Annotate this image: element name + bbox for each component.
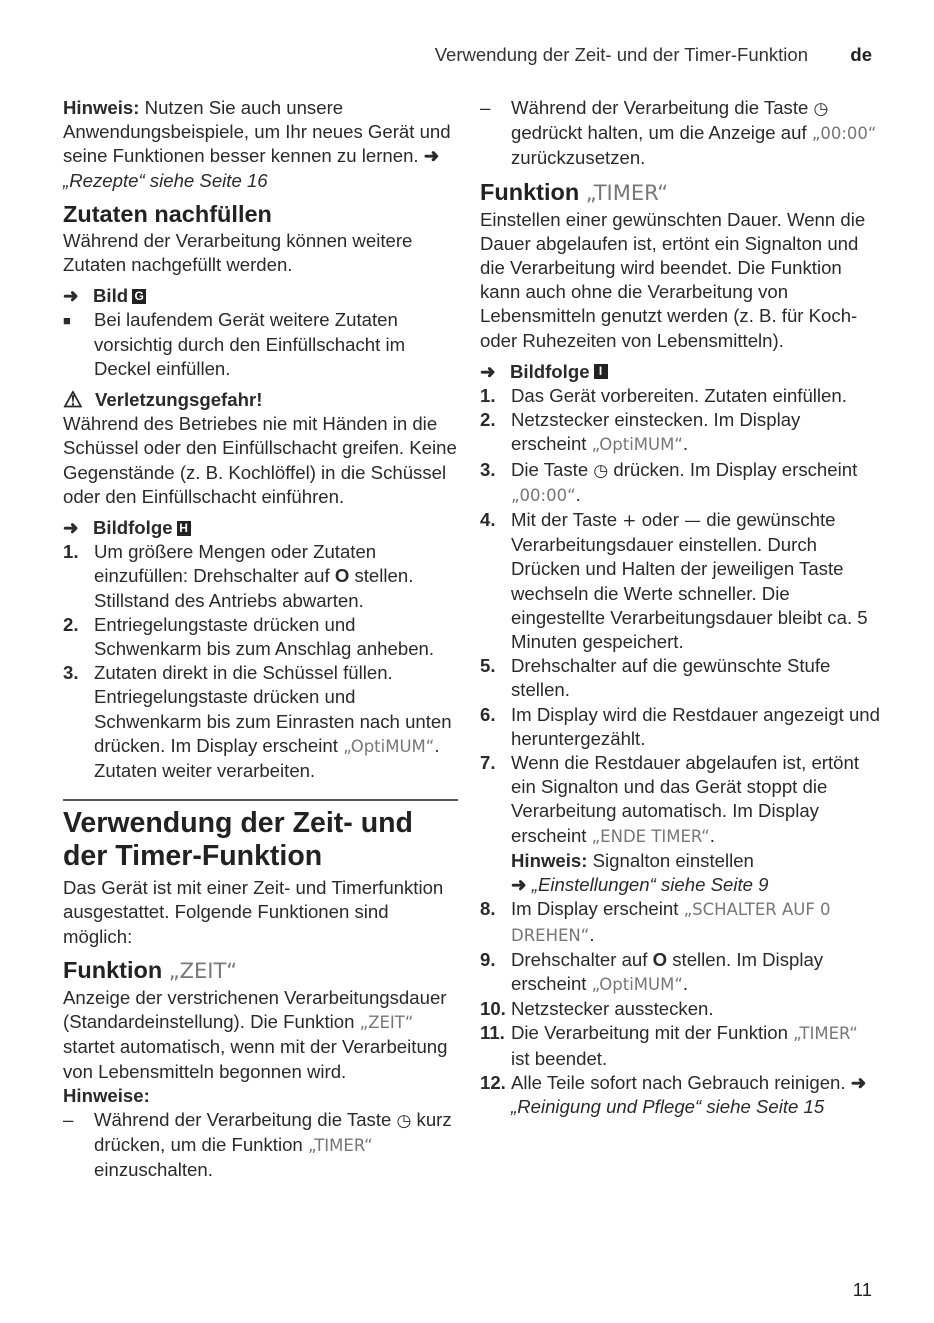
note-text <box>511 96 880 171</box>
step-text <box>511 408 880 457</box>
cleaning-link[interactable]: „Reinigung und Pflege“ siehe Seite 15 <box>511 1095 825 1117</box>
section-title: Verwendung der Zeit- und der Timer-Funktion <box>63 807 413 873</box>
note-text-part: zurückzusetzen. <box>511 147 646 169</box>
step-text-part: Drehschalter auf <box>511 948 648 970</box>
display-text: „ENDE TIMER“ <box>591 826 710 846</box>
list-item <box>480 384 880 408</box>
dash-bullet: – <box>480 97 491 118</box>
display-text: „ZEIT“ <box>359 1013 414 1033</box>
list-item <box>480 897 880 947</box>
sequence-label: Bildfolge <box>510 360 590 382</box>
note-text-part: gedrückt halten, um die Anzeige auf <box>511 122 807 144</box>
page-header <box>0 44 934 68</box>
step-text-part: . <box>575 483 581 505</box>
warning-icon: ⚠ <box>63 387 83 413</box>
timer-icon: ◷ <box>396 1110 412 1131</box>
step-text-part: Netzstecker einstecken. Im Display erscheint <box>511 409 801 455</box>
figure-letter-badge: I <box>594 364 608 379</box>
list-item <box>480 703 880 751</box>
figure-letter-badge: G <box>132 289 146 304</box>
note-text-part: kurz drücken, um die Funktion <box>94 1108 452 1156</box>
timer-text: Einstellen einer gewünschten Dauer. Wenn die Dauer abgelaufen ist, ertönt ein Signalton und die Verarbeitung wird beendet. Die Funktion kann auch ohne die Verarbeitung von Lebensmitteln genutzt werden (z. B. für Koch- oder Ruhezeiten von Lebensmitteln). <box>480 208 866 351</box>
step-text-part: oder <box>641 509 679 531</box>
list-item <box>480 96 880 171</box>
timer-icon: ◷ <box>593 460 609 481</box>
step-number: 1. <box>63 541 79 563</box>
step-text-part: . Zutaten weiter verarbeiten. <box>94 734 440 782</box>
hint-paragraph <box>63 96 458 193</box>
arrow-icon: ➜ <box>423 145 440 167</box>
note-text <box>94 1108 458 1183</box>
step-number: 8. <box>480 898 496 920</box>
display-text: „00:00“ <box>511 485 576 505</box>
note-text-part: Während der Verarbeitung die Taste <box>511 97 809 118</box>
step-number: 9. <box>480 948 496 970</box>
left-column <box>63 96 458 1183</box>
recipes-link[interactable]: „Rezepte“ siehe Seite 16 <box>63 169 268 191</box>
dial-zero-symbol: O <box>334 565 350 587</box>
note-text-part: Während der Verarbeitung die Taste <box>94 1108 392 1130</box>
arrow-icon: ➜ <box>63 517 79 539</box>
display-text: „TIMER“ <box>307 1136 373 1156</box>
warning-heading <box>63 388 458 412</box>
list-item <box>63 1108 458 1183</box>
step-number: 5. <box>480 655 496 677</box>
step-text: Entriegelungstaste drücken und Schwenkarm bis zum Anschlag anheben. <box>94 613 435 660</box>
timer-icon: ◷ <box>813 99 829 119</box>
step-text-part: . <box>682 433 689 455</box>
zeit-heading-display: „ZEIT“ <box>168 958 238 983</box>
display-text: „OptiMUM“ <box>343 736 435 756</box>
step-text <box>94 661 458 783</box>
list-item <box>480 997 880 1021</box>
step-number: 6. <box>480 703 496 725</box>
header-title: Verwendung der Zeit- und der Timer-Funktion <box>434 44 808 65</box>
list-item <box>480 1021 880 1070</box>
square-bullet-icon: ■ <box>63 313 71 329</box>
step-text <box>511 897 880 947</box>
step-number: 7. <box>480 752 496 774</box>
step-text-part: stellen. Im Display erscheint <box>511 948 824 994</box>
hint-label: Hinweis: <box>511 849 588 871</box>
sequence-ref <box>63 516 458 540</box>
list-item <box>480 751 880 897</box>
display-text: „OptiMUM“ <box>591 435 683 455</box>
step-text <box>511 751 880 897</box>
list-item <box>480 654 880 702</box>
step-text: Drehschalter auf die gewünschte Stufe stellen. <box>511 655 831 701</box>
step-number: 12. <box>480 1071 506 1093</box>
step-text-part: Alle Teile sofort nach Gebrauch reinigen. <box>511 1071 846 1093</box>
warning-title: Verletzungsgefahr! <box>95 389 263 411</box>
refill-heading: Zutaten nachfüllen <box>63 200 272 227</box>
step-text-part: Die Verarbeitung mit der Funktion <box>511 1022 788 1044</box>
arrow-icon: ➜ <box>511 874 527 896</box>
page-number: 11 <box>852 1279 872 1300</box>
hint-text: Nutzen Sie auch unsere Anwendungsbeispiele, um Ihr neues Gerät und seine Funktionen besser kennen zu lernen. <box>63 97 451 167</box>
step-text <box>511 458 880 508</box>
minus-icon: — <box>684 511 702 532</box>
step-number: 10. <box>480 998 506 1020</box>
step-text <box>511 508 880 654</box>
plus-icon: + <box>622 511 637 532</box>
step-number: 2. <box>63 613 79 635</box>
zeit-text-part: startet automatisch, wenn mit der Verarbeitung von Lebensmitteln begonnen wird. <box>63 1036 448 1082</box>
zeit-heading-label: Funktion <box>63 956 163 983</box>
right-column <box>480 96 880 1119</box>
arrow-icon: ➜ <box>850 1071 867 1093</box>
timer-heading-label: Funktion <box>480 178 580 205</box>
arrow-icon: ➜ <box>480 360 496 382</box>
list-item <box>63 661 458 783</box>
figure-label: Bild <box>93 285 129 307</box>
figure-ref <box>63 284 458 308</box>
hint-text: Signalton einstellen <box>592 849 754 871</box>
step-text-part: drücken. Im Display erscheint <box>613 458 858 480</box>
step-number: 11. <box>480 1022 505 1044</box>
step-number: 3. <box>480 458 496 480</box>
settings-link[interactable]: „Einstellungen“ siehe Seite 9 <box>531 874 769 896</box>
timer-heading-display: „TIMER“ <box>585 180 669 205</box>
step-text: Das Gerät vorbereiten. Zutaten einfüllen. <box>511 385 847 407</box>
step-text-part: . <box>589 923 595 945</box>
step-number: 4. <box>480 509 496 531</box>
dash-bullet: – <box>63 1108 74 1130</box>
step-text-part: . <box>709 824 715 846</box>
list-item <box>480 508 880 654</box>
step-text <box>511 948 880 997</box>
zeit-heading <box>63 956 458 985</box>
step-text-part: . <box>682 972 689 994</box>
figure-letter-badge: H <box>177 521 191 536</box>
step-number: 1. <box>480 385 496 407</box>
step-text-part: stellen. Stillstand des Antriebs abwarten. <box>94 565 414 611</box>
language-code: de <box>850 44 872 65</box>
step-text: Im Display wird die Restdauer angezeigt und heruntergezählt. <box>511 703 880 749</box>
step-number: 3. <box>63 662 79 684</box>
sequence-ref <box>480 360 880 384</box>
step-text <box>511 1071 880 1119</box>
timer-heading <box>480 178 880 207</box>
step-text-part: Wenn die Restdauer abgelaufen ist, ertönt ein Signalton und das Gerät stoppt die Verarbeitung automatisch. Im Display erscheint <box>511 752 859 846</box>
list-item <box>63 308 458 381</box>
sequence-label: Bildfolge <box>93 517 173 539</box>
display-text: „TIMER“ <box>793 1024 858 1044</box>
step-text-part: Im Display erscheint <box>511 898 679 920</box>
note-text-part: einzuschalten. <box>94 1159 213 1181</box>
list-item <box>480 458 880 508</box>
notes-label: Hinweise: <box>63 1084 150 1106</box>
step-text <box>94 540 458 613</box>
step-text-part: die gewünschte Verarbeitungsdauer einstellen. Durch Drücken und Halten der jeweiligen Taste wechseln die Werte schneller. Die eingestellte Verarbeitungsdauer bleibt ca. 5 Minuten gespeichert. <box>511 509 868 653</box>
step-number: 2. <box>480 409 496 431</box>
bullet-text: Bei laufendem Gerät weitere Zutaten vorsichtig durch den Einfüllschacht im Deckel einfüllen. <box>94 309 406 379</box>
warning-text: Während des Betriebes nie mit Händen in die Schüssel oder den Einfüllschacht greifen. Keine Gegenstände (z. B. Kochlöffel) in die Schüssel oder den Einfüllschacht einführen. <box>63 413 457 507</box>
display-text: „00:00“ <box>811 124 877 144</box>
step-text-part: Zutaten direkt in die Schüssel füllen. Entriegelungstaste drücken und Schwenkarm bis zum Einrasten nach unten drücken. Im Display erscheint <box>94 662 452 756</box>
section-divider <box>63 799 458 801</box>
display-text: „SCHALTER AUF 0 DREHEN“ <box>511 900 831 945</box>
step-text-part: ist beendet. <box>511 1047 608 1069</box>
arrow-icon: ➜ <box>63 285 79 307</box>
zeit-text-part: Anzeige der verstrichenen Verarbeitungsdauer (Standardeinstellung). Die Funktion <box>63 986 447 1033</box>
step-text-part: Um größere Mengen oder Zutaten einzufüllen: Drehschalter auf <box>94 541 377 587</box>
hint-label: Hinweis: <box>63 97 140 118</box>
step-text: Netzstecker ausstecken. <box>511 998 714 1020</box>
zeit-text <box>63 986 458 1084</box>
display-text: „OptiMUM“ <box>591 974 683 994</box>
list-item <box>480 1071 880 1119</box>
list-item <box>63 540 458 613</box>
list-item <box>480 948 880 997</box>
step-text-part: Die Taste <box>511 458 589 480</box>
section-intro: Das Gerät ist mit einer Zeit- und Timerfunktion ausgestattet. Folgende Funktionen sind möglich: <box>63 877 444 947</box>
refill-text: Während der Verarbeitung können weitere Zutaten nachgefüllt werden. <box>63 229 413 276</box>
list-item <box>63 613 458 661</box>
step-text <box>511 1021 880 1070</box>
list-item <box>480 408 880 457</box>
step-text-part: Mit der Taste <box>511 509 618 531</box>
dial-zero-symbol: O <box>652 948 668 970</box>
